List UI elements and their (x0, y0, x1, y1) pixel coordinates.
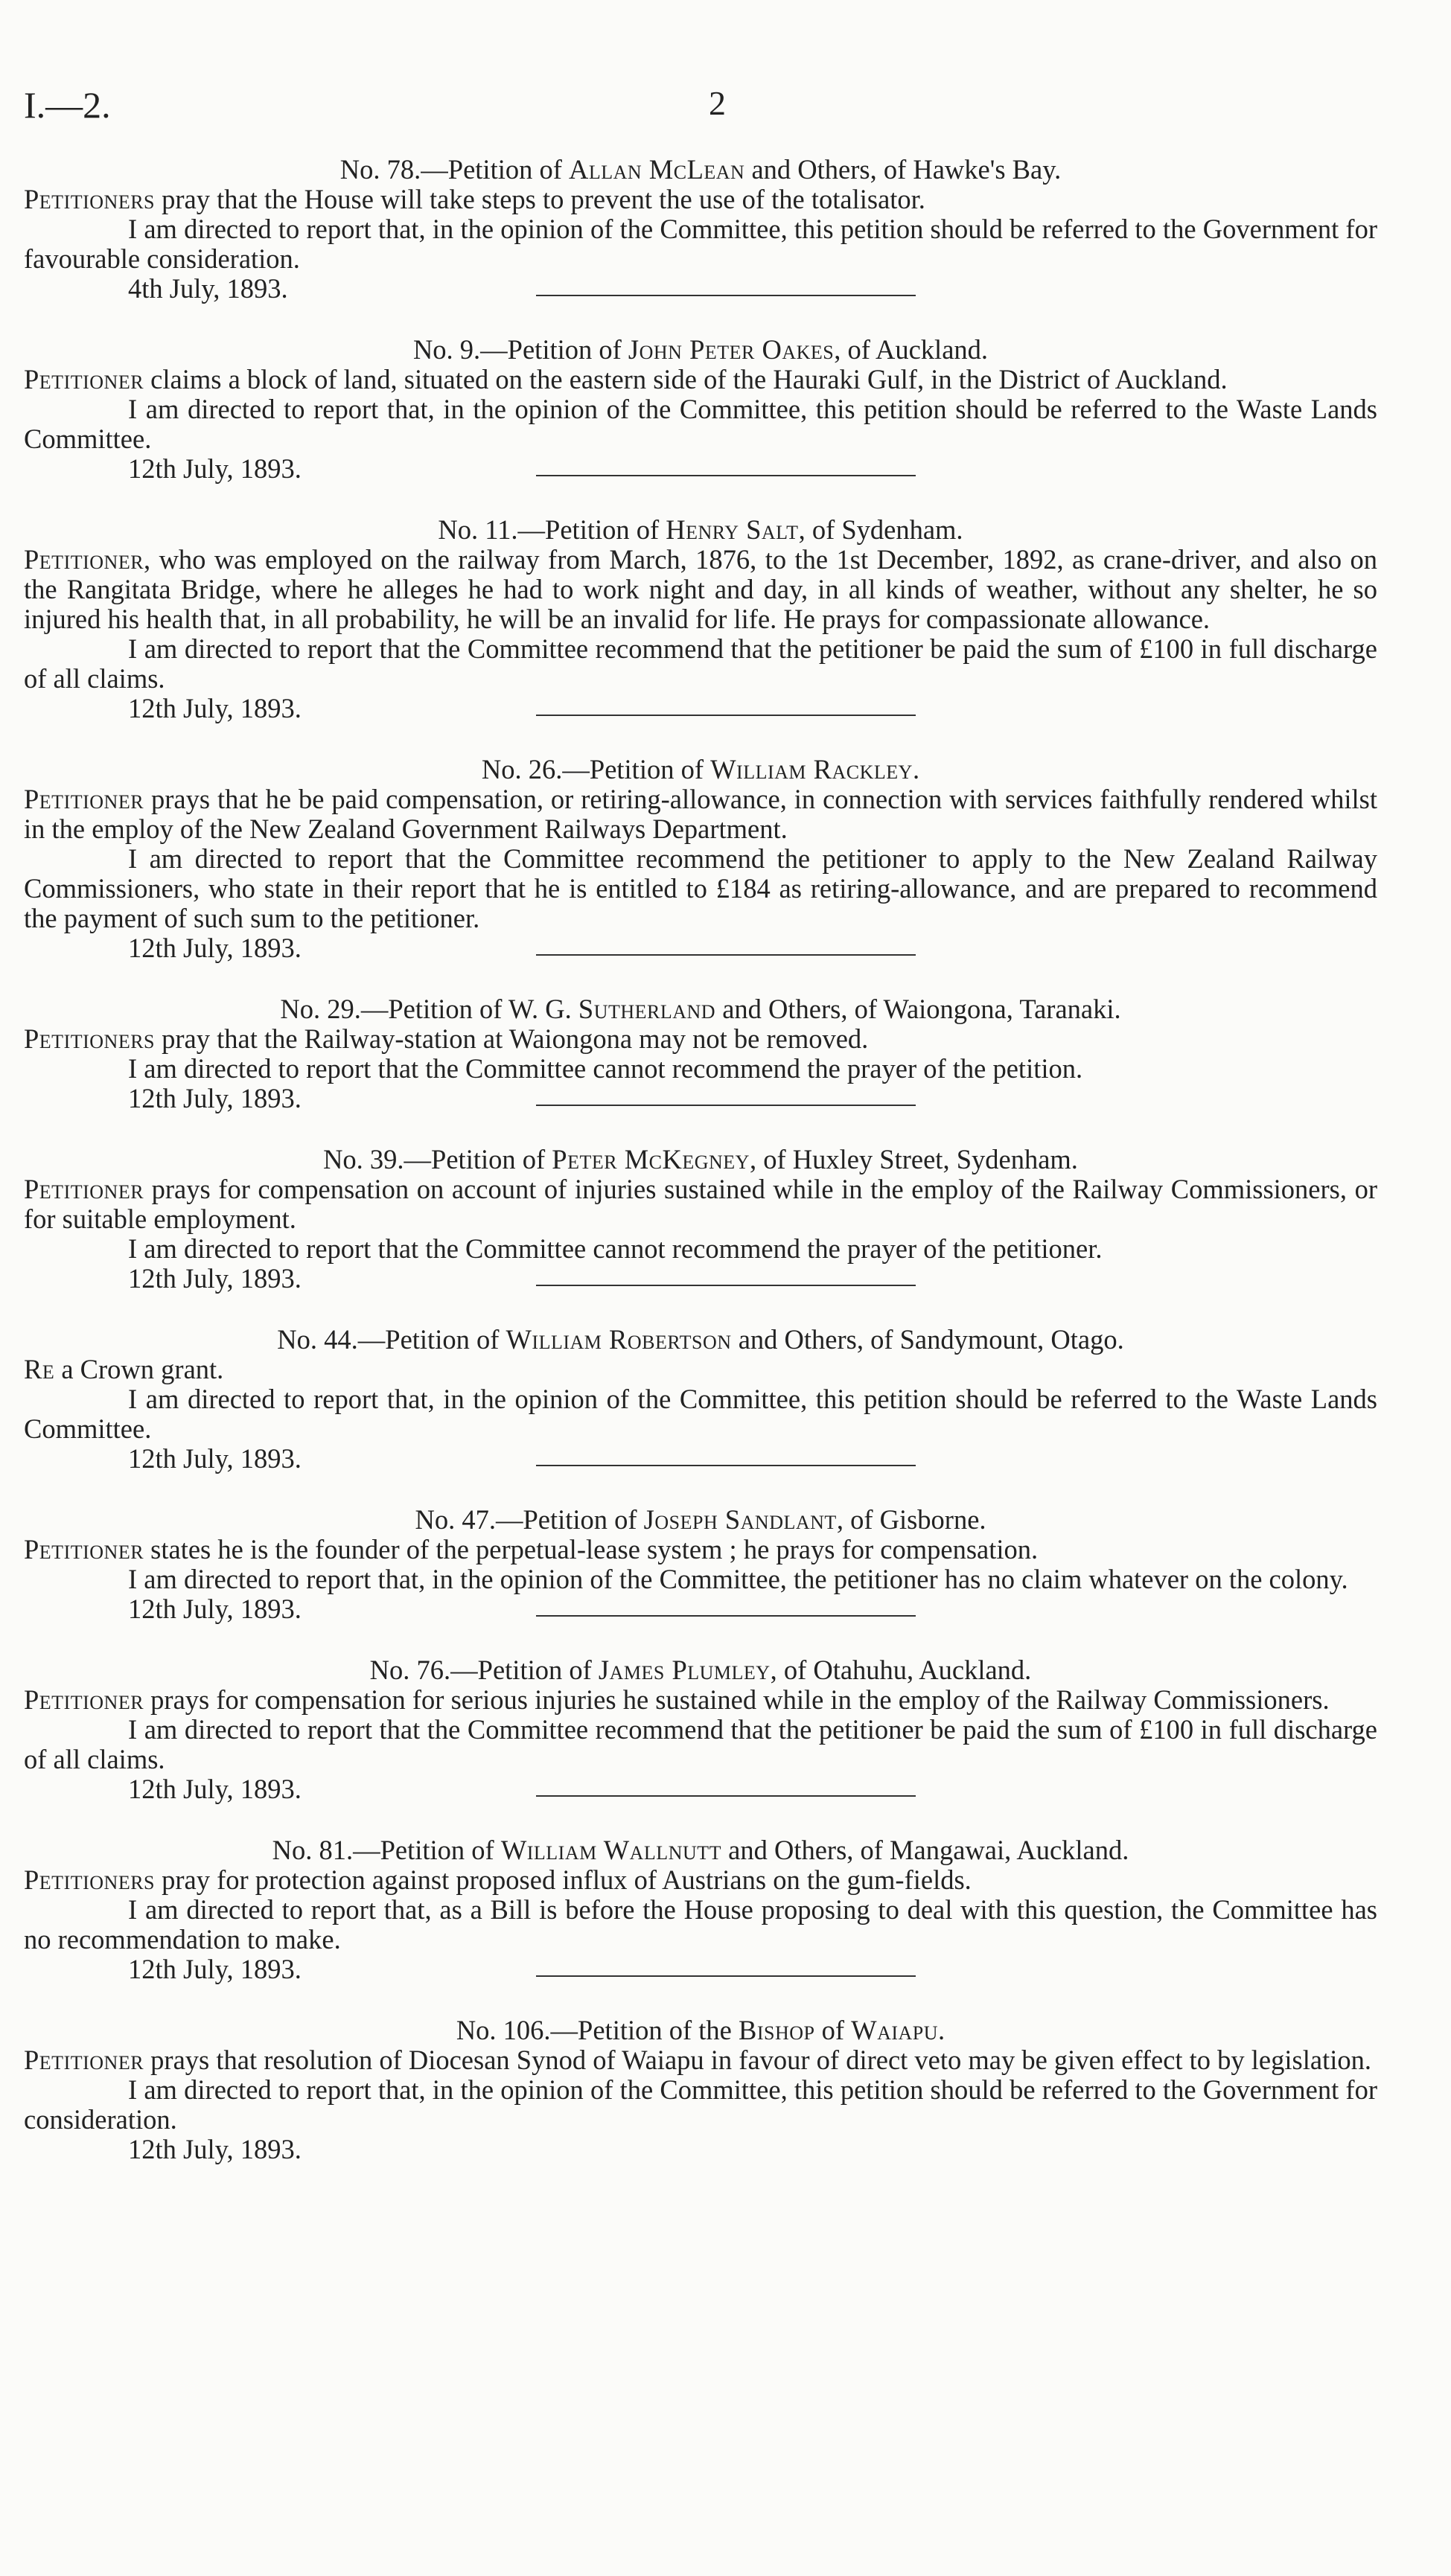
petition-heading: No. 81.—Petition of William Wallnutt and Others, of Mangawai, Auckland. (272, 1835, 1129, 1865)
separator-rule (536, 1975, 916, 1977)
petition-prayer: Petitioners pray that the House will take steps to prevent the use of the totalisator. (24, 184, 925, 214)
committee-report: I am directed to report that, in the opinion of the Committee, this petition should be referred to the Waste Lands Committee. (24, 394, 1377, 454)
petition-prayer: Petitioners pray for protection against proposed influx of Austrians on the gum-fields. (24, 1864, 972, 1895)
petition-entry (24, 1325, 1377, 1505)
petition-entry (24, 515, 1377, 755)
petition-prayer: Petitioner, who was employed on the railway from March, 1876, to the 1st December, 1892, as crane-driver, and also on the Rangitata Bridge, where he alleges he had to work night and day, in all kinds of weather, without any shelter, he so injured his health that, in all probability, he will be an invalid for life. He prays for compassionate allowance. (24, 544, 1377, 634)
petition-prayer: Re a Crown grant. (24, 1354, 224, 1384)
committee-report: I am directed to report that, in the opinion of the Committee, the petitioner has no claim whatever on the colony. (128, 1564, 1348, 1594)
petitioner-name: Bishop (739, 2015, 815, 2045)
petition-prayer: Petitioner prays that resolution of Diocesan Synod of Waiapu in favour of direct veto may be given effect to by legislation. (24, 2045, 1371, 2075)
report-date: 12th July, 1893. (128, 1443, 302, 1474)
petition-heading: No. 39.—Petition of Peter McKegney, of Huxley Street, Sydenham. (323, 1144, 1078, 1174)
report-date: 12th July, 1893. (128, 933, 302, 963)
petitioner-name: John Peter Oakes (628, 334, 835, 365)
separator-rule (536, 715, 916, 716)
report-date: 12th July, 1893. (128, 2134, 302, 2164)
report-date: 12th July, 1893. (128, 1083, 302, 1113)
petition-prayer: Petitioner prays for compensation for serious injuries he sustained while in the employ of the Railway Commissioners. (24, 1684, 1330, 1715)
separator-rule (536, 1105, 916, 1106)
report-date: 12th July, 1893. (128, 453, 302, 484)
petition-heading: No. 29.—Petition of W. G. Sutherland and Others, of Waiongona, Taranaki. (280, 994, 1121, 1024)
petitioner-name: Joseph Sandlant (643, 1504, 837, 1535)
report-date: 4th July, 1893. (128, 273, 288, 304)
petition-entry (24, 994, 1377, 1145)
petitions-list (24, 155, 1377, 2164)
petition-heading: No. 9.—Petition of John Peter Oakes, of Auckland. (412, 334, 989, 365)
committee-report: I am directed to report that the Committee recommend that the petitioner be paid the sum of £100 in full discharge of all claims. (24, 633, 1377, 694)
petition-heading: No. 47.—Petition of Joseph Sandlant, of Gisborne. (415, 1504, 986, 1535)
petition-entry (24, 1655, 1377, 1835)
committee-report: I am directed to report that, in the opinion of the Committee, this petition should be referred to the Government for favourable consideration. (24, 214, 1377, 274)
report-date: 12th July, 1893. (128, 1594, 302, 1624)
separator-rule (536, 1285, 916, 1286)
separator-rule (536, 1465, 916, 1466)
running-header (0, 83, 1451, 128)
report-date: 12th July, 1893. (128, 1774, 302, 1804)
paper-reference: I.—2. (24, 84, 111, 126)
petition-prayer: Petitioner prays for compensation on account of injuries sustained while in the employ of the Railway Commissioners, or for suitable employment. (24, 1174, 1377, 1234)
petition-prayer: Petitioner prays that he be paid compensation, or retiring-allowance, in connection with services faithfully rendered whilst in the employ of the New Zealand Government Railways Department. (24, 784, 1377, 844)
petition-entry (24, 1145, 1377, 1325)
committee-report: I am directed to report that the Committee recommend that the petitioner be paid the sum of £100 in full discharge of all claims. (24, 1714, 1377, 1774)
petitioner-name: William Robertson (506, 1324, 732, 1355)
petition-heading: No. 11.—Petition of Henry Salt, of Sydenham. (438, 514, 963, 545)
petitioner-name: Sutherland (578, 994, 716, 1024)
petition-heading: No. 26.—Petition of William Rackley. (481, 754, 920, 784)
petition-entry (24, 755, 1377, 994)
petition-entry (24, 2016, 1377, 2164)
petition-heading: No. 78.—Petition of Allan McLean and Others, of Hawke's Bay. (339, 154, 1062, 185)
committee-report: I am directed to report that, in the opinion of the Committee, this petition should be referred to the Government for consideration. (24, 2074, 1377, 2135)
petition-entry (24, 155, 1377, 335)
committee-report: I am directed to report that, as a Bill is before the House proposing to deal with this question, the Committee has no recommendation to make. (24, 1894, 1377, 1955)
report-date: 12th July, 1893. (128, 693, 302, 723)
petitioner-name: James Plumley (598, 1655, 771, 1685)
petition-heading: No. 106.—Petition of the Bishop of Waiapu. (456, 2015, 945, 2045)
petition-heading: No. 44.—Petition of William Robertson and Others, of Sandymount, Otago. (277, 1324, 1124, 1355)
petitioner-name: Peter McKegney (552, 1144, 750, 1174)
committee-report: I am directed to report that, in the opinion of the Committee, this petition should be referred to the Waste Lands Committee. (24, 1384, 1377, 1444)
petitioner-name: William Wallnutt (500, 1835, 722, 1865)
separator-rule (536, 1615, 916, 1617)
separator-rule (536, 954, 916, 956)
separator-rule (536, 1795, 916, 1797)
petition-entry (24, 335, 1377, 515)
petition-prayer: Petitioners pray that the Railway-station at Waiongona may not be removed. (24, 1023, 869, 1054)
committee-report: I am directed to report that the Committee cannot recommend the prayer of the petitioner. (128, 1233, 1103, 1264)
petition-heading: No. 76.—Petition of James Plumley, of Otahuhu, Auckland. (369, 1655, 1032, 1685)
petitioner-name: Allan McLean (569, 154, 745, 185)
report-date: 12th July, 1893. (128, 1263, 302, 1294)
petitioner-name: Henry Salt (666, 514, 799, 545)
page-number: 2 (709, 84, 726, 122)
petition-prayer: Petitioner states he is the founder of the perpetual-lease system ; he prays for compensation. (24, 1534, 1039, 1565)
committee-report: I am directed to report that the Committee cannot recommend the prayer of the petition. (128, 1053, 1083, 1084)
report-date: 12th July, 1893. (128, 1954, 302, 1984)
separator-rule (536, 295, 916, 296)
committee-report: I am directed to report that the Committee recommend the petitioner to apply to the New Zealand Railway Commissioners, who state in their report that he is entitled to £184 as retiring-allowance, and are prepared to recommend the payment of such sum to the petitioner. (24, 843, 1377, 933)
diocese-name: Waiapu (851, 2015, 939, 2045)
petition-entry (24, 1835, 1377, 2016)
petitioner-name: William Rackley (710, 754, 913, 784)
petition-prayer: Petitioner claims a block of land, situated on the eastern side of the Hauraki Gulf, in the District of Auckland. (24, 364, 1228, 394)
petition-entry (24, 1505, 1377, 1655)
separator-rule (536, 475, 916, 476)
